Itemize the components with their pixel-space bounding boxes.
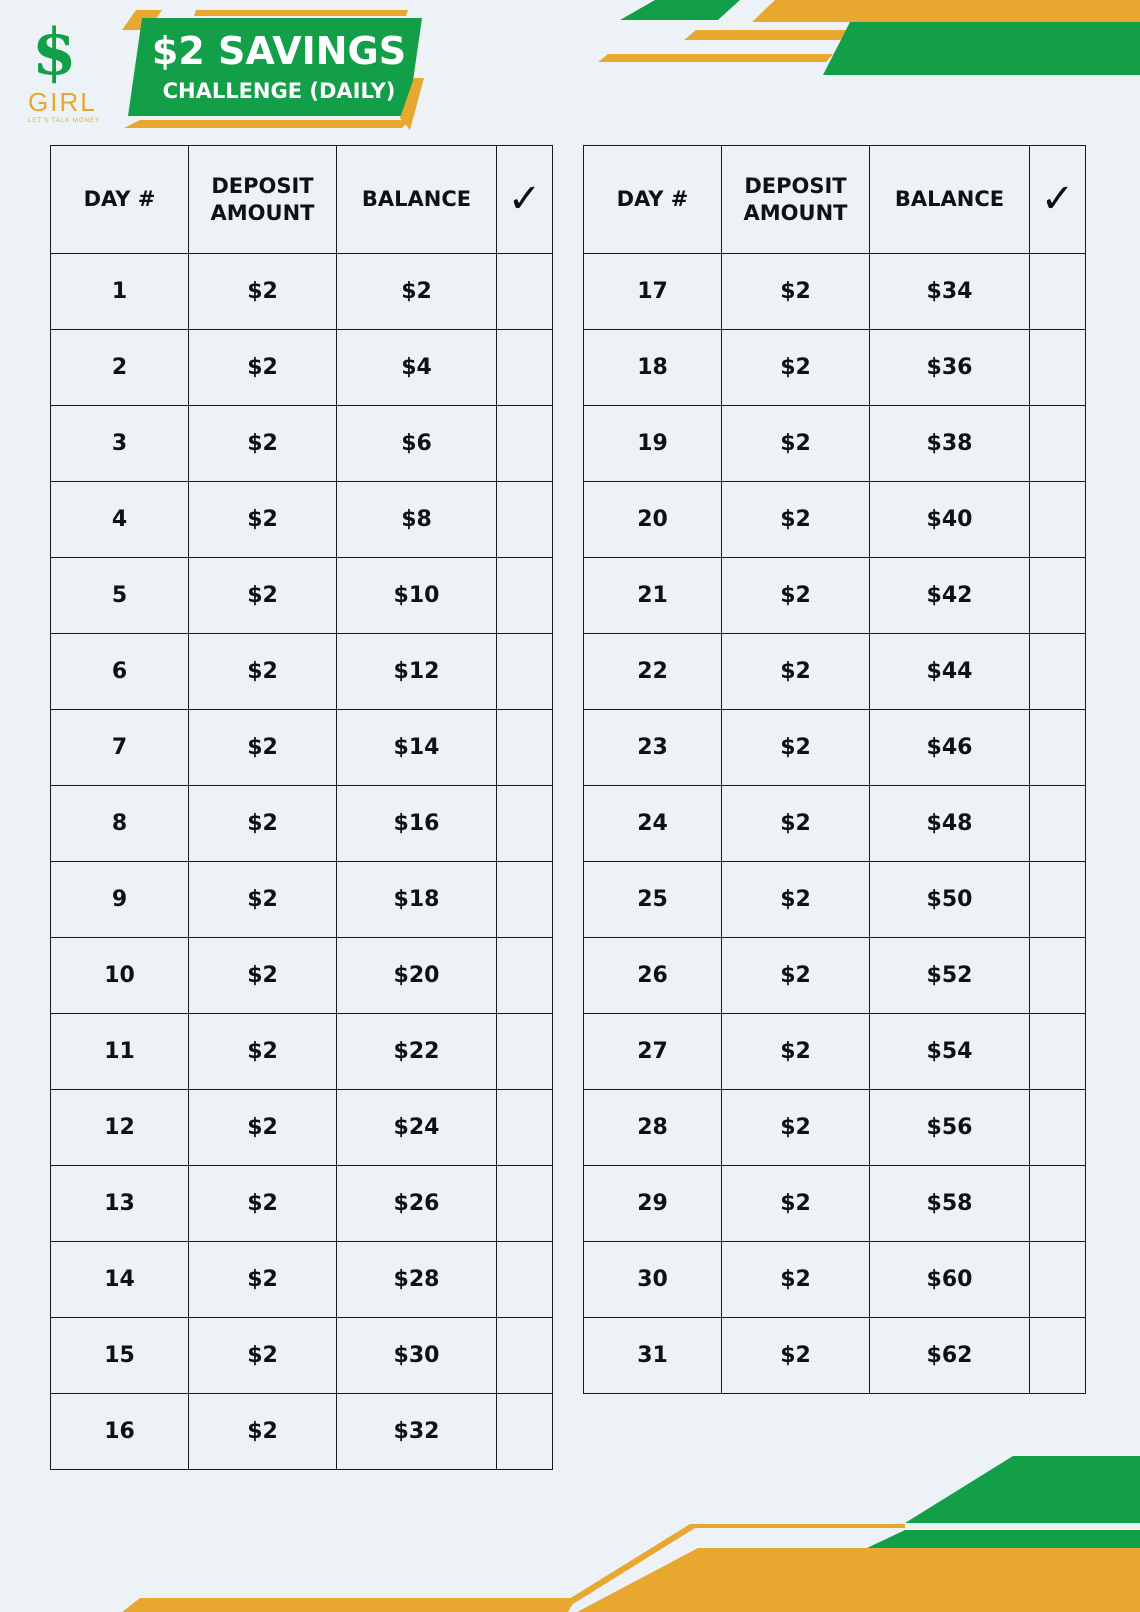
check-box-cell[interactable]	[1030, 1090, 1086, 1166]
cell-deposit: $2	[189, 786, 337, 862]
table-row	[51, 1394, 553, 1470]
check-box-cell[interactable]	[497, 254, 553, 330]
cell-deposit: $2	[722, 634, 870, 710]
cell-day: 25	[584, 862, 722, 938]
cell-balance: $62	[870, 1318, 1030, 1394]
logo-tagline: LET'S TALK MONEY	[28, 118, 100, 124]
cell-day: 21	[584, 558, 722, 634]
stripe-bottom-orange-large	[577, 1548, 1140, 1612]
header-deposit-line1: DEPOSIT	[211, 173, 314, 198]
cell-balance: $46	[870, 710, 1030, 786]
header-deposit	[722, 146, 870, 254]
cell-deposit: $2	[722, 1318, 870, 1394]
table-row	[51, 406, 553, 482]
cell-deposit: $2	[189, 482, 337, 558]
savings-table-left	[50, 145, 553, 1470]
cell-deposit: $2	[189, 254, 337, 330]
check-box-cell[interactable]	[497, 786, 553, 862]
table-body	[51, 254, 553, 1470]
cell-day: 15	[51, 1318, 189, 1394]
stripe-bottom-green	[905, 1456, 1140, 1523]
cell-balance: $34	[870, 254, 1030, 330]
cell-balance: $60	[870, 1242, 1030, 1318]
table-row	[584, 558, 1086, 634]
check-box-cell[interactable]	[1030, 862, 1086, 938]
cell-deposit: $2	[722, 1242, 870, 1318]
cell-balance: $38	[870, 406, 1030, 482]
cell-day: 5	[51, 558, 189, 634]
table-row	[584, 634, 1086, 710]
cell-balance: $52	[870, 938, 1030, 1014]
cell-balance: $6	[337, 406, 497, 482]
cell-day: 17	[584, 254, 722, 330]
cell-balance: $54	[870, 1014, 1030, 1090]
cell-day: 18	[584, 330, 722, 406]
stripe-bottom-orange-thin	[122, 1598, 576, 1612]
cell-deposit: $2	[722, 938, 870, 1014]
table-row	[584, 862, 1086, 938]
table-row	[584, 1166, 1086, 1242]
check-box-cell[interactable]	[1030, 254, 1086, 330]
cell-balance: $40	[870, 482, 1030, 558]
table-row	[584, 1242, 1086, 1318]
cell-deposit: $2	[189, 558, 337, 634]
cell-deposit: $2	[722, 330, 870, 406]
header-deposit-line2: AMOUNT	[210, 200, 315, 225]
cell-day: 7	[51, 710, 189, 786]
check-box-cell[interactable]	[1030, 1242, 1086, 1318]
cell-day: 27	[584, 1014, 722, 1090]
cell-day: 6	[51, 634, 189, 710]
cell-balance: $36	[870, 330, 1030, 406]
cell-deposit: $2	[722, 862, 870, 938]
table-row	[51, 482, 553, 558]
table-row	[51, 938, 553, 1014]
check-box-cell[interactable]	[497, 862, 553, 938]
check-box-cell[interactable]	[1030, 1166, 1086, 1242]
cell-deposit: $2	[722, 254, 870, 330]
cell-deposit: $2	[722, 482, 870, 558]
cell-balance: $44	[870, 634, 1030, 710]
check-box-cell[interactable]	[1030, 330, 1086, 406]
check-box-cell[interactable]	[1030, 1318, 1086, 1394]
table-row	[51, 786, 553, 862]
check-box-cell[interactable]	[497, 1090, 553, 1166]
check-box-cell[interactable]	[497, 558, 553, 634]
stripe-top-orange-thin	[684, 30, 850, 40]
stripe-top-orange-thin-2	[598, 54, 833, 62]
cell-day: 20	[584, 482, 722, 558]
table-row	[584, 1014, 1086, 1090]
check-box-cell[interactable]	[497, 406, 553, 482]
cell-day: 24	[584, 786, 722, 862]
check-box-cell[interactable]	[497, 482, 553, 558]
cell-day: 28	[584, 1090, 722, 1166]
cell-deposit: $2	[189, 1014, 337, 1090]
cell-balance: $32	[337, 1394, 497, 1470]
table-row	[584, 1318, 1086, 1394]
cell-balance: $10	[337, 558, 497, 634]
header-deposit	[189, 146, 337, 254]
table-row	[51, 710, 553, 786]
check-box-cell[interactable]	[497, 634, 553, 710]
stripe-top-green-small	[620, 0, 740, 20]
page-subtitle: CHALLENGE (DAILY)	[162, 79, 396, 103]
check-box-cell[interactable]	[1030, 710, 1086, 786]
cell-day: 23	[584, 710, 722, 786]
cell-balance: $14	[337, 710, 497, 786]
cell-balance: $48	[870, 786, 1030, 862]
table-row	[51, 558, 553, 634]
table-row	[51, 1166, 553, 1242]
stripe-top-orange	[752, 0, 1140, 22]
cell-balance: $42	[870, 558, 1030, 634]
cell-deposit: $2	[189, 1318, 337, 1394]
cell-day: 11	[51, 1014, 189, 1090]
cell-deposit: $2	[722, 558, 870, 634]
cell-day: 3	[51, 406, 189, 482]
table-row	[51, 1318, 553, 1394]
cell-deposit: $2	[189, 330, 337, 406]
title-banner	[118, 8, 428, 132]
cell-deposit: $2	[722, 1166, 870, 1242]
brand-logo	[24, 12, 104, 130]
cell-deposit: $2	[722, 1014, 870, 1090]
table-row	[584, 406, 1086, 482]
check-box-cell[interactable]	[497, 710, 553, 786]
cell-balance: $28	[337, 1242, 497, 1318]
header-day: DAY #	[51, 146, 189, 254]
cell-balance: $58	[870, 1166, 1030, 1242]
table-row	[584, 786, 1086, 862]
cell-balance: $18	[337, 862, 497, 938]
check-box-cell[interactable]	[497, 938, 553, 1014]
cell-balance: $26	[337, 1166, 497, 1242]
stripe-top-green-large	[823, 22, 1140, 75]
checkmark-icon: ✓	[1030, 146, 1086, 254]
table-row	[584, 1090, 1086, 1166]
cell-balance: $4	[337, 330, 497, 406]
header-deposit-line1: DEPOSIT	[744, 173, 847, 198]
cell-balance: $16	[337, 786, 497, 862]
cell-balance: $8	[337, 482, 497, 558]
cell-balance: $12	[337, 634, 497, 710]
table-header-row	[51, 146, 553, 254]
check-box-cell[interactable]	[497, 1166, 553, 1242]
cell-deposit: $2	[189, 1166, 337, 1242]
table-row	[584, 254, 1086, 330]
cell-deposit: $2	[189, 1394, 337, 1470]
cell-day: 14	[51, 1242, 189, 1318]
cell-balance: $24	[337, 1090, 497, 1166]
cell-day: 1	[51, 254, 189, 330]
cell-day: 2	[51, 330, 189, 406]
cell-deposit: $2	[189, 862, 337, 938]
check-box-cell[interactable]	[497, 1394, 553, 1470]
check-box-cell[interactable]	[1030, 634, 1086, 710]
table-row	[584, 330, 1086, 406]
cell-balance: $30	[337, 1318, 497, 1394]
cell-day: 26	[584, 938, 722, 1014]
check-box-cell[interactable]	[1030, 786, 1086, 862]
cell-balance: $50	[870, 862, 1030, 938]
stripe-bottom-green-2	[867, 1530, 1140, 1548]
cell-deposit: $2	[189, 1090, 337, 1166]
cell-deposit: $2	[722, 710, 870, 786]
cell-deposit: $2	[189, 634, 337, 710]
cell-deposit: $2	[722, 786, 870, 862]
header-deposit-line2: AMOUNT	[743, 200, 848, 225]
cell-deposit: $2	[189, 710, 337, 786]
logo-dollar-symbol: $	[32, 15, 77, 90]
table-row	[584, 938, 1086, 1014]
cell-balance: $22	[337, 1014, 497, 1090]
cell-deposit: $2	[189, 406, 337, 482]
header-balance: BALANCE	[870, 146, 1030, 254]
cell-day: 12	[51, 1090, 189, 1166]
header-day: DAY #	[584, 146, 722, 254]
table-header-row	[584, 146, 1086, 254]
cell-balance: $2	[337, 254, 497, 330]
check-box-cell[interactable]	[1030, 482, 1086, 558]
cell-deposit: $2	[189, 1242, 337, 1318]
cell-day: 16	[51, 1394, 189, 1470]
checkmark-icon: ✓	[497, 146, 553, 254]
cell-deposit: $2	[722, 1090, 870, 1166]
cell-day: 31	[584, 1318, 722, 1394]
cell-day: 22	[584, 634, 722, 710]
table-row	[584, 710, 1086, 786]
check-box-cell[interactable]	[497, 1014, 553, 1090]
table-row	[51, 634, 553, 710]
check-box-cell[interactable]	[1030, 558, 1086, 634]
table-row	[51, 254, 553, 330]
check-box-cell[interactable]	[497, 1318, 553, 1394]
logo-name: GIRL	[28, 87, 97, 117]
cell-balance: $56	[870, 1090, 1030, 1166]
check-box-cell[interactable]	[497, 1242, 553, 1318]
cell-day: 13	[51, 1166, 189, 1242]
check-box-cell[interactable]	[1030, 406, 1086, 482]
check-box-cell[interactable]	[497, 330, 553, 406]
table-body	[584, 254, 1086, 1394]
table-row	[51, 1090, 553, 1166]
header-balance: BALANCE	[337, 146, 497, 254]
table-row	[51, 862, 553, 938]
cell-day: 29	[584, 1166, 722, 1242]
check-box-cell[interactable]	[1030, 938, 1086, 1014]
cell-balance: $20	[337, 938, 497, 1014]
table-row	[51, 1242, 553, 1318]
cell-day: 8	[51, 786, 189, 862]
check-box-cell[interactable]	[1030, 1014, 1086, 1090]
cell-day: 10	[51, 938, 189, 1014]
table-row	[584, 482, 1086, 558]
page-title: $2 SAVINGS	[151, 29, 407, 73]
cell-deposit: $2	[722, 406, 870, 482]
table-row	[51, 1014, 553, 1090]
savings-table-right	[583, 145, 1086, 1394]
cell-deposit: $2	[189, 938, 337, 1014]
cell-day: 4	[51, 482, 189, 558]
cell-day: 30	[584, 1242, 722, 1318]
cell-day: 19	[584, 406, 722, 482]
cell-day: 9	[51, 862, 189, 938]
table-row	[51, 330, 553, 406]
